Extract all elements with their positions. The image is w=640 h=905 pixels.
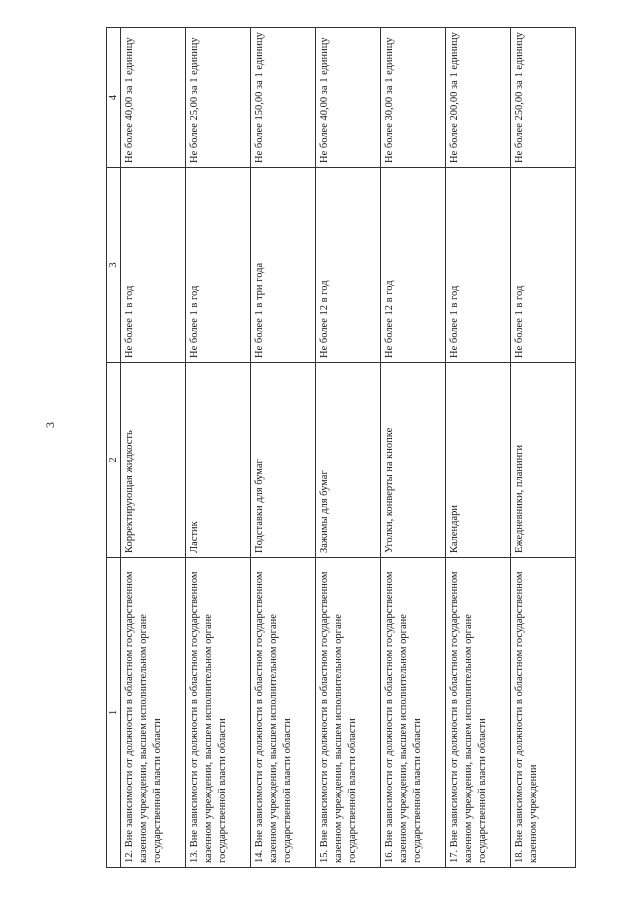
table-row: [186, 28, 251, 868]
position-cell: 18. Вне зависимости от должности в областном государственном казенном учреждении: [511, 558, 576, 868]
position-cell: 16. Вне зависимости от должности в областном государственном казенном учреждении, высшем исполнительном органе государственной власти области: [381, 558, 446, 868]
table-row: [251, 28, 316, 868]
norms-table: [106, 27, 576, 868]
page-number: 3: [43, 422, 57, 428]
column-header-4: 4: [107, 28, 121, 168]
column-header-3: 3: [107, 168, 121, 363]
table-row: [381, 28, 446, 868]
quantity-cell: Не более 1 в год: [121, 168, 186, 363]
rotated-table-container: [106, 28, 549, 868]
price-cell: Не более 250,00 за 1 единицу: [511, 28, 576, 168]
price-cell: Не более 25,00 за 1 единицу: [186, 28, 251, 168]
item-cell: Ежедневники, планинги: [511, 363, 576, 558]
item-cell: Календари: [446, 363, 511, 558]
item-cell: Ластик: [186, 363, 251, 558]
table-header-row: [107, 28, 121, 868]
column-header-1: 1: [107, 558, 121, 868]
table-row: [121, 28, 186, 868]
position-cell: 15. Вне зависимости от должности в областном государственном казенном учреждении, высшем исполнительном органе государственной власти области: [316, 558, 381, 868]
table-row: [511, 28, 576, 868]
quantity-cell: Не более 1 в год: [511, 168, 576, 363]
column-header-2: 2: [107, 363, 121, 558]
quantity-cell: Не более 12 в год: [316, 168, 381, 363]
item-cell: Корректирующая жидкость: [121, 363, 186, 558]
position-cell: 12. Вне зависимости от должности в областном государственном казенном учреждении, высшем исполнительном органе государственной власти области: [121, 558, 186, 868]
price-cell: Не более 200,00 за 1 единицу: [446, 28, 511, 168]
table-row: [316, 28, 381, 868]
position-cell: 13. Вне зависимости от должности в областном государственном казенном учреждении, высшем исполнительном органе государственной власти области: [186, 558, 251, 868]
item-cell: Зажимы для бумаг: [316, 363, 381, 558]
price-cell: Не более 40,00 за 1 единицу: [121, 28, 186, 168]
item-cell: Подставки для бумаг: [251, 363, 316, 558]
price-cell: Не более 30,00 за 1 единицу: [381, 28, 446, 168]
price-cell: Не более 150,00 за 1 единицу: [251, 28, 316, 168]
table-row: [446, 28, 511, 868]
position-cell: 17. Вне зависимости от должности в областном государственном казенном учреждении, высшем исполнительном органе государственной власти области: [446, 558, 511, 868]
quantity-cell: Не более 12 в год: [381, 168, 446, 363]
quantity-cell: Не более 1 в год: [186, 168, 251, 363]
position-cell: 14. Вне зависимости от должности в областном государственном казенном учреждении, высшем исполнительном органе государственной власти области: [251, 558, 316, 868]
price-cell: Не более 40,00 за 1 единицу: [316, 28, 381, 168]
quantity-cell: Не более 1 в три года: [251, 168, 316, 363]
quantity-cell: Не более 1 в год: [446, 168, 511, 363]
item-cell: Уголки, конверты на кнопке: [381, 363, 446, 558]
